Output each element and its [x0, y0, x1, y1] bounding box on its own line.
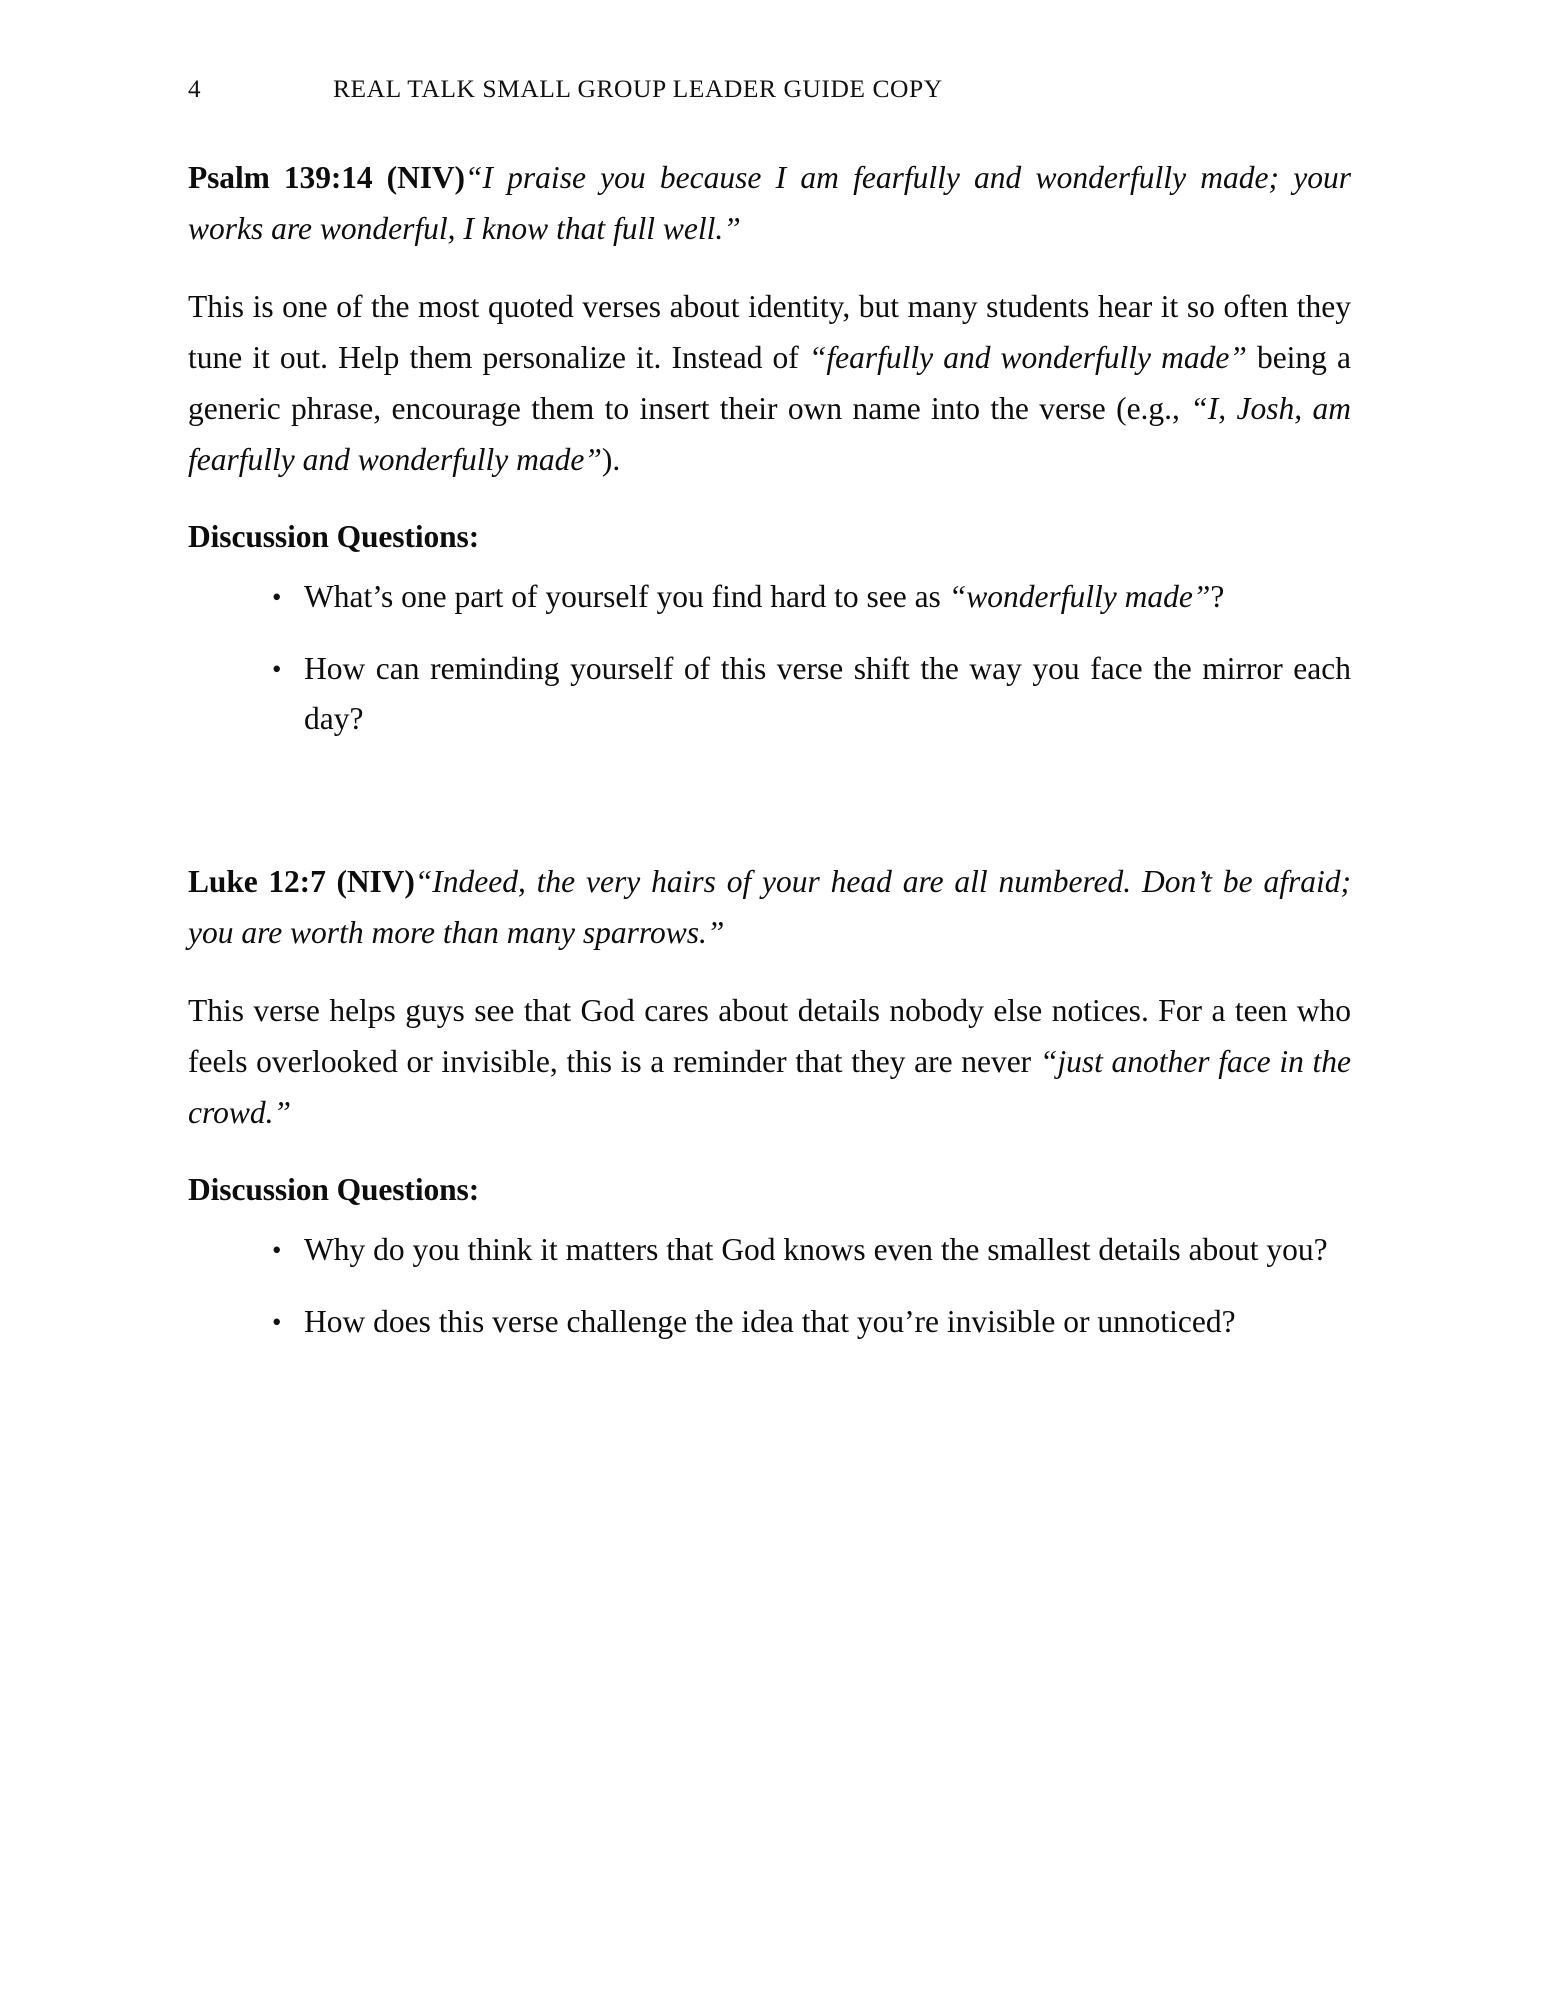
- verse-reference-luke: Luke 12:7 (NIV): [188, 864, 415, 899]
- bullet-icon: •: [272, 1307, 282, 1337]
- commentary-italic-1: “fearfully and wonderfully made”: [808, 340, 1247, 375]
- scripture-block-psalm: [188, 152, 1351, 254]
- list-item: [272, 572, 1351, 622]
- commentary-italic-2: “I, Josh, am fearfully and wonderfully made”: [188, 391, 1351, 477]
- list-item: [272, 1297, 1351, 1347]
- question-text: [304, 1297, 1351, 1347]
- bullet-icon: •: [272, 654, 282, 684]
- running-header: [188, 76, 1358, 110]
- commentary-paragraph-psalm: [188, 281, 1351, 485]
- scripture-quote-psalm: “I praise you because I am fearfully and wonderfully made; your works are wonderful, I know that full well.”: [188, 160, 1351, 246]
- scripture-block-luke: [188, 856, 1351, 958]
- question-text-1: How does this verse challenge the idea that you’re invisible or unnoticed?: [304, 1304, 1236, 1339]
- discussion-questions-list-psalm: [188, 572, 1351, 744]
- discussion-questions-list-luke: [188, 1225, 1351, 1347]
- commentary-text-2: being a generic phrase, encourage them to insert their own name into the verse (e.g.,: [188, 340, 1351, 426]
- bullet-icon: •: [272, 582, 282, 612]
- running-header-title: REAL TALK SMALL GROUP LEADER GUIDE COPY: [333, 74, 943, 103]
- question-text-1: What’s one part of yourself you find hard to see as: [304, 579, 949, 614]
- page-number: 4: [188, 76, 201, 103]
- question-text-2: ?: [1210, 579, 1225, 614]
- question-text: [304, 1225, 1351, 1275]
- question-text: [304, 644, 1351, 744]
- commentary-text-3: ).: [601, 442, 621, 477]
- text-column: [188, 152, 1351, 1347]
- section-separator: [188, 744, 1351, 856]
- question-text-1: Why do you think it matters that God knows even the smallest details about you?: [304, 1232, 1328, 1267]
- scripture-quote-luke: “Indeed, the very hairs of your head are all numbered. Don’t be afraid; you are worth more than many sparrows.”: [188, 864, 1351, 950]
- discussion-questions-heading-luke: Discussion Questions:: [188, 1172, 480, 1207]
- question-text: [304, 572, 1351, 622]
- commentary-paragraph-luke: [188, 985, 1351, 1138]
- question-italic-1: “wonderfully made”: [948, 579, 1211, 614]
- verse-reference-psalm: Psalm 139:14 (NIV): [188, 160, 465, 195]
- bullet-icon: •: [272, 1235, 282, 1265]
- discussion-questions-heading-psalm: Discussion Questions:: [188, 519, 480, 554]
- list-item: [272, 1225, 1351, 1275]
- list-item: [272, 644, 1351, 744]
- question-text-1: How can reminding yourself of this verse shift the way you face the mirror each day?: [304, 651, 1351, 736]
- commentary-text-1: This is one of the most quoted verses about identity, but many students hear it so often they tune it out. Help them personalize it. Instead of: [188, 289, 1351, 375]
- commentary-text-1: This verse helps guys see that God cares about details nobody else notices. For a teen who feels overlooked or invisible, this is a reminder that they are never: [188, 993, 1351, 1079]
- commentary-italic-1: “just another face in the crowd.”: [188, 1044, 1351, 1130]
